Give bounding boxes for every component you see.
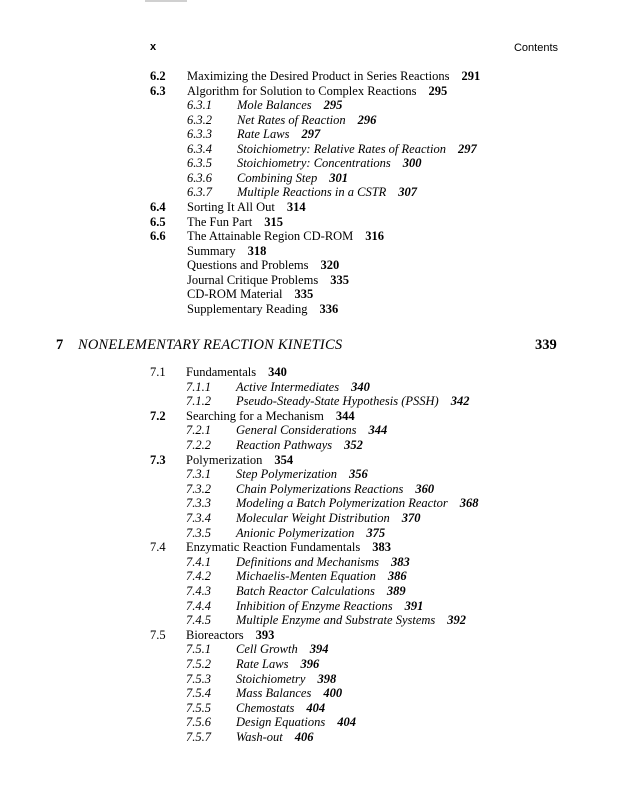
- toc-entry-number: 7.4.3: [186, 584, 211, 598]
- toc-entry-page: 404: [337, 715, 356, 730]
- toc-entry-title[interactable]: Supplementary Reading: [187, 301, 308, 316]
- toc-entry-title-wrap: [236, 380, 370, 394]
- toc-entry-title[interactable]: Michaelis-Menten Equation: [236, 569, 376, 584]
- toc-entry-page: 301: [329, 170, 348, 185]
- toc-entry-title[interactable]: Mass Balances: [236, 686, 312, 701]
- toc-entry-title-wrap: [236, 394, 469, 408]
- toc-entry-page: 389: [386, 584, 406, 598]
- toc-entry-title[interactable]: Active Intermediates: [236, 379, 340, 394]
- toc-entry-title[interactable]: Molecular Weight Distribution: [236, 511, 390, 525]
- toc-entry-title[interactable]: Searching for a Mechanism: [186, 408, 324, 423]
- toc-entry-number: 6.3.3: [187, 127, 212, 142]
- toc-entry-title-wrap: [236, 584, 406, 598]
- toc-entry-page: 406: [294, 730, 314, 744]
- toc-entry-title-wrap: [237, 185, 417, 199]
- toc-entry-page: 344: [368, 423, 388, 438]
- toc-entry-title[interactable]: Net Rates of Reaction: [237, 112, 346, 127]
- toc-entry-title-wrap: [187, 302, 338, 316]
- toc-entry-page: 340: [268, 365, 287, 379]
- toc-entry-title-wrap: [236, 642, 328, 656]
- toc-entry-title[interactable]: Definitions and Mechanisms: [236, 554, 380, 569]
- toc-entry-page: 368: [459, 496, 479, 511]
- toc-entry-page: 400: [323, 686, 343, 701]
- toc-entry-page: 375: [366, 525, 386, 540]
- toc-entry-number: 6.4: [150, 199, 166, 214]
- toc-entry-page: 335: [330, 272, 349, 287]
- toc-entry-title-wrap: [236, 672, 336, 686]
- toc-entry-page: 295: [323, 98, 343, 113]
- toc-entry-title[interactable]: Questions and Problems: [187, 258, 309, 273]
- toc-entry-page: 392: [447, 613, 467, 628]
- toc-entry-number: 6.3.5: [187, 156, 212, 171]
- toc-entry-title[interactable]: Multiple Enzyme and Substrate Systems: [236, 613, 436, 628]
- toc-entry-title-wrap: [237, 127, 320, 141]
- toc-entry-title[interactable]: Combining Step: [237, 170, 318, 185]
- toc-entry-number: 7.5.7: [186, 730, 211, 744]
- toc-entry-page: 356: [349, 467, 368, 482]
- toc-entry-title[interactable]: Rate Laws: [236, 657, 289, 671]
- toc-entry-title-wrap: [237, 98, 342, 112]
- toc-entry-title-wrap: [187, 273, 349, 287]
- toc-entry-title[interactable]: Stoichiometry: Concentrations: [237, 156, 391, 171]
- toc-entry-title-wrap: [237, 156, 422, 170]
- toc-entry-number: 7.2: [150, 408, 166, 423]
- page-number-roman: x: [150, 41, 157, 53]
- toc-entry-title[interactable]: The Fun Part: [187, 214, 253, 229]
- toc-entry-page: 391: [404, 598, 424, 613]
- toc-entry-title[interactable]: Pseudo-Steady-State Hypothesis (PSSH): [236, 394, 439, 409]
- toc-entry-title-wrap: [237, 142, 477, 156]
- toc-entry-page: 370: [401, 511, 421, 525]
- toc-entry-page: 320: [320, 258, 340, 273]
- toc-entry-title-wrap: [236, 657, 319, 671]
- toc-entry-title[interactable]: Design Equations: [236, 715, 326, 730]
- toc-entry-number: 7.1.1: [186, 379, 211, 394]
- toc-entry-title[interactable]: Maximizing the Desired Product in Series Reactions: [187, 69, 450, 83]
- toc-entry-number: 7.3.2: [186, 481, 211, 496]
- toc-entry-title[interactable]: Chemostats: [236, 700, 295, 715]
- toc-entry-number: 6.6: [150, 229, 166, 244]
- toc-entry-title-wrap: [187, 84, 447, 98]
- toc-entry-number: 7.4.5: [186, 613, 211, 628]
- toc-entry-page: 291: [461, 69, 481, 83]
- toc-entry-number: 7.1: [150, 365, 166, 379]
- toc-entry-title[interactable]: Mole Balances: [237, 98, 312, 113]
- toc-entry-title-wrap: [236, 438, 363, 452]
- toc-entry-title[interactable]: Multiple Reactions in a CSTR: [237, 185, 387, 200]
- running-header: Contents: [513, 42, 558, 54]
- toc-entry-title[interactable]: Fundamentals: [186, 365, 257, 379]
- toc-entry-title[interactable]: Rate Laws: [237, 127, 290, 142]
- toc-entry-number: 7.5.2: [186, 657, 211, 671]
- toc-entry-number: 6.3: [150, 83, 166, 98]
- toc-entry-page: 344: [335, 408, 355, 423]
- toc-entry-title[interactable]: Algorithm for Solution to Complex Reactions: [187, 83, 417, 98]
- toc-entry-title-wrap: [187, 287, 313, 301]
- toc-entry-page: 336: [319, 301, 339, 316]
- toc-entry-title-wrap: [187, 258, 339, 272]
- toc-entry-number: 6.3.4: [187, 141, 212, 156]
- toc-entry-title-wrap: [187, 229, 384, 243]
- toc-entry-page: 307: [398, 185, 418, 200]
- toc-entry-page: 295: [428, 83, 448, 98]
- toc-entry-number: 7.5.6: [186, 715, 211, 730]
- toc-entry-page: 316: [365, 229, 385, 244]
- toc-entry-title-wrap: [236, 482, 434, 496]
- toc-entry-title[interactable]: Inhibition of Enzyme Reactions: [236, 598, 393, 613]
- toc-entry-number: 7.3.1: [186, 467, 211, 482]
- toc-entry-title-wrap: [187, 200, 306, 214]
- toc-entry-title-wrap: [236, 423, 387, 437]
- toc-entry-title[interactable]: Enzymatic Reaction Fundamentals: [186, 540, 361, 555]
- toc-entry-page: 352: [344, 438, 363, 452]
- toc-entry-page: 393: [255, 627, 275, 642]
- toc-entry-title-wrap: [187, 215, 283, 229]
- toc-entry-page: 300: [402, 156, 422, 171]
- toc-entry-title[interactable]: Step Polymerization: [236, 467, 338, 482]
- toc-entry-title[interactable]: Stoichiometry: Relative Rates of Reaction: [237, 141, 446, 156]
- toc-entry-title-wrap: [236, 613, 466, 627]
- toc-entry-title-wrap: [187, 69, 480, 83]
- toc-entry-page: 354: [274, 452, 294, 467]
- toc-entry-number: 7.5.1: [186, 642, 211, 657]
- toc-entry-title-wrap: [186, 409, 355, 423]
- toc-entry-title-wrap: [187, 244, 266, 258]
- toc-entry-number: 6.5: [150, 214, 166, 229]
- toc-entry-title-wrap: [186, 453, 293, 467]
- toc-entry-page: 342: [450, 394, 470, 409]
- toc-entry-page: 318: [247, 243, 267, 258]
- toc-entry-page: 394: [309, 642, 329, 657]
- toc-entry-title[interactable]: Wash-out: [236, 730, 283, 744]
- toc-entry-page: 314: [286, 199, 306, 214]
- toc-entry-number: 7.3: [150, 452, 166, 467]
- toc-entry-number: 7.4.1: [186, 554, 211, 569]
- toc-entry-number: 6.3.1: [187, 98, 212, 113]
- toc-entry-page: 398: [317, 671, 337, 686]
- toc-entry-number: 7.4.2: [186, 569, 211, 584]
- toc-entry-title[interactable]: Journal Critique Problems: [187, 272, 319, 287]
- toc-entry-number: 7.5.5: [186, 700, 211, 715]
- toc-entry-title[interactable]: Bioreactors: [186, 627, 244, 642]
- toc-entry-number: 7.4: [150, 540, 166, 555]
- toc-entry-title-wrap: [236, 569, 407, 583]
- toc-entry-title[interactable]: Sorting It All Out: [187, 199, 275, 214]
- toc-entry-number: 7.5.4: [186, 686, 211, 701]
- toc-entry-title-wrap: [237, 113, 376, 127]
- toc-entry-number: 7.3.3: [186, 496, 211, 511]
- toc-entry-title[interactable]: CD-ROM Material: [187, 287, 283, 302]
- toc-entry-number: 7.2.1: [186, 423, 211, 438]
- toc-entry-title-wrap: [236, 701, 325, 715]
- toc-entry-title-wrap: [237, 171, 348, 185]
- toc-entry-number: 7.3.5: [186, 525, 211, 540]
- toc-entry-page: 315: [264, 214, 284, 229]
- toc-entry-title-wrap: [236, 715, 356, 729]
- toc-entry-title-wrap: [236, 511, 420, 525]
- toc-entry-page: 297: [301, 127, 321, 142]
- toc-entry-title[interactable]: Batch Reactor Calculations: [236, 584, 375, 598]
- toc-entry-title-wrap: [236, 686, 342, 700]
- chapter-title[interactable]: NONELEMENTARY REACTION KINETICS: [78, 337, 343, 353]
- toc-entry-title-wrap: [186, 365, 287, 379]
- toc-entry-page: 360: [415, 481, 435, 496]
- toc-entry-page: 396: [300, 657, 320, 671]
- toc-entry-title-wrap: [236, 467, 368, 481]
- toc-entry-title-wrap: [236, 730, 314, 744]
- toc-entry-number: 7.3.4: [186, 511, 211, 525]
- toc-entry-number: 6.3.2: [187, 112, 212, 127]
- toc-entry-title-wrap: [186, 628, 274, 642]
- toc-entry-title-wrap: [236, 555, 410, 569]
- toc-entry-title[interactable]: Chain Polymerizations Reactions: [236, 481, 404, 496]
- chapter-number: 7: [56, 337, 64, 353]
- chapter-page: 339: [535, 337, 557, 353]
- toc-entry-page: 340: [351, 379, 370, 394]
- toc-entry-title-wrap: [186, 540, 391, 554]
- toc-entry-number: 6.2: [150, 69, 166, 83]
- toc-entry-page: 296: [357, 112, 377, 127]
- toc-entry-number: 7.1.2: [186, 394, 211, 409]
- toc-entry-title[interactable]: Reaction Pathways: [236, 438, 333, 452]
- toc-entry-page: 297: [457, 141, 477, 156]
- toc-entry-number: 7.5.3: [186, 671, 211, 686]
- toc-entry-number: 7.2.2: [186, 438, 211, 452]
- toc-entry-title[interactable]: Anionic Polymerization: [236, 525, 355, 540]
- toc-entry-title[interactable]: General Considerations: [236, 423, 357, 438]
- toc-entry-page: 383: [372, 540, 392, 555]
- toc-entry-page: 335: [294, 287, 314, 302]
- toc-entry-title[interactable]: Modeling a Batch Polymerization Reactor: [236, 496, 448, 511]
- toc-entry-title[interactable]: Cell Growth: [236, 642, 298, 657]
- toc-entry-title-wrap: [236, 599, 423, 613]
- toc-entry-number: 6.3.7: [187, 185, 212, 200]
- toc-entry-title-wrap: [236, 526, 385, 540]
- toc-entry-title[interactable]: Stoichiometry: [236, 671, 306, 686]
- toc-entry-title[interactable]: Summary: [187, 243, 236, 258]
- toc-entry-title-wrap: [236, 496, 479, 510]
- toc-entry-number: 6.3.6: [187, 170, 212, 185]
- toc-entry-page: 404: [306, 700, 326, 715]
- toc-entry-page: 386: [387, 569, 407, 584]
- toc-entry-page: 383: [391, 554, 410, 569]
- toc-entry-title[interactable]: Polymerization: [186, 452, 263, 467]
- toc-entry-number: 7.4.4: [186, 598, 211, 613]
- toc-entry-title[interactable]: The Attainable Region CD-ROM: [187, 229, 354, 244]
- toc-entry-number: 7.5: [150, 627, 166, 642]
